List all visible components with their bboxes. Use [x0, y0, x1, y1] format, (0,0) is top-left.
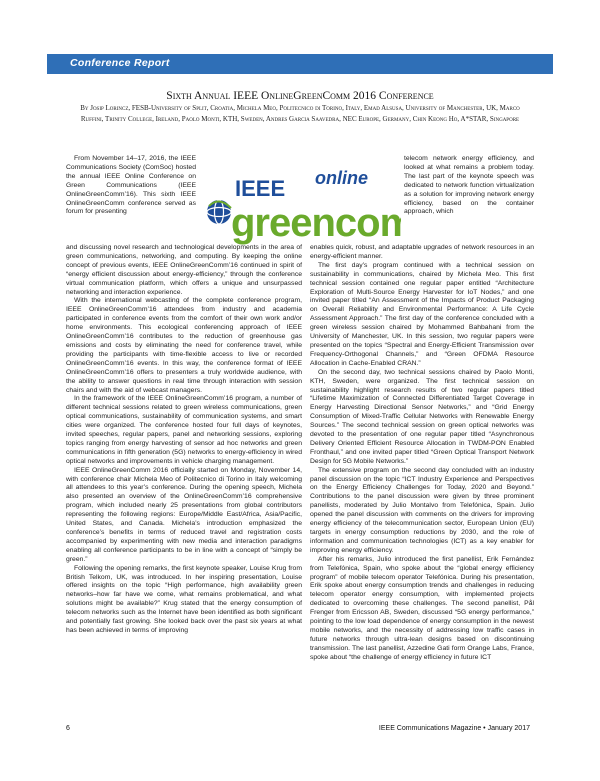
paragraph: After his remarks, Julio introduced the first panellist, Erik Fernández from Telefónica, Spain, who spoke about the “global energy efficiency program” of mobile telecom operator Telefónica. During his presentation, Erik spoke about energy consumption trends and challenges in reducing telecom operator energy consumption, with implemented projects dedicated to overcoming these challenges. The second panellist, Pål Frenger from Ericsson AB, Sweden, discussed “5G energy performance,” pointing to the low load dependence of energy consumption in the newest mobile networks, and the necessity of addressing low traffic cases in future networks through ultra-lean designs based on discontinuing transmission. The last panellist, Azzedine Gati form Orange Labs, France, spoke about “the challenge of energy efficiency in future ICT: [310, 555, 534, 661]
paragraph: The first day’s program continued with a technical session on sustainability in communications, chaired by Michela Meo. This first technical session contained one regular paper entitled “Architecture Exploration of Multi-Source Energy Harvester for IoT Nodes,” and one invited paper titled “An Assessment of the Impacts of Product Packaging on Overall Reliability and Environmental Performance: A Life Cycle Assessment Approach.” The first day of the conference concluded with a green wireless session chaired by Mohammed Bahbahani from the University of Manchester, UK. In this session, two regular papers were presented on the topics “Spectral and Energy-Efficient Transmission over Frequency-Orthogonal Channels,” and “Green OFDMA Resource Allocation in Cache-Enabled CRAN.”: [310, 261, 534, 367]
left-column-top: [66, 155, 196, 217]
logo-greencomm: greencom: [231, 201, 401, 245]
paragraph: From November 14–17, 2016, the IEEE Communications Society (ComSoc) hosted the annual IEEE Online Conference on Green Communications (IEEE OnlineGreenComm’16). This sixth IEEE OnlineGreenComm conference served as forum for presenting: [66, 155, 196, 216]
paragraph: In the framework of the IEEE OnlineGreenComm’16 program, a number of different technical sessions related to green wireless communications, green optical communications, sustainability of communication systems, and smart cities were organized. The conference hosted four full days of keynotes, invited speeches, regular papers, panel and networking sessions, exploring topics ranging from energy harvesting of sensor ad hoc networks and green communications in fifth generation (5G) networks to energy-efficiency in wired optical networks and improvements in vehicle charging management.: [66, 395, 302, 465]
journal-footer: IEEE Communications Magazine • January 2017: [378, 725, 530, 732]
right-column: [310, 244, 534, 663]
greencomm-logo-graphic: [205, 158, 401, 250]
page-number: 6: [66, 725, 70, 732]
globe-icon: [207, 200, 231, 224]
left-column: [66, 244, 302, 636]
author-list: By Josip Lorincz, FESB-University of Split, Croatia, Michela Meo, Politecnico di Torino, Italy, Emad Alsusa, University of Manchester, UK, Marco Ruffini, Trinity College, Ireland, Paolo Monti, KTH, Sweden, Andres Garcia Saavedra, NEC Europe, Germany, Chin Keong Ho, A*STAR, Singapore: [80, 104, 520, 123]
right-column-top: [404, 155, 534, 217]
article-title: Sixth Annual IEEE OnlineGreenComm 2016 Conference: [166, 90, 434, 102]
paragraph: With the international webcasting of the complete conference program, IEEE OnlineGreenComm’16 attendees from industry and academia participated in conference events from the comfort of their own work and/or home environments. This ecological conferencing approach of IEEE OnlineGreenComm’16 contributes to the reduction of greenhouse gas emissions and costs by eliminating the need for conference travel, while providing the participants with time-flexible access to live or recorded OnlineGreenComm’16 events. In this way, the conference format of IEEE OnlineGreenComm’16 offers to presenters a truly worldwide audience, with the ability to answer questions in real time through interaction with session chairs and with the aid of webcast managers.: [66, 297, 302, 394]
paragraph: The extensive program on the second day concluded with an industry panel discussion on the topic “ICT Industry Experience and Perspectives on the Energy Efficiency Challenges for Today, 2020 and Beyond.” Contributions to the panel discussion were given by three prominent panellists, moderated by Julio Montalvo from Telefónica, Spain. Julio opened the panel discussion with comments on the drivers for improving energy efficiency of the telecommunication sector, European Union (EU) targets in energy consumption reductions by 2030, and the role of information and communication technologies (ICT) as a key enabler for improving energy efficiency.: [310, 466, 534, 554]
logo-ieee: IEEE: [235, 176, 286, 201]
paragraph: Following the opening remarks, the first keynote speaker, Louise Krug from British Telkom, UK, was introduced. In her inspiring presentation, Louise offered insights on the topic “High performance, high availability green networks–how far have we come, what remains problematical, and what solutions might be available?” Krug stated that the energy consumption of telecom networks such as the Internet have been identified as both significant and potentially fast growing. She looked back over the past six years at what has been achieved in terms of improving: [66, 564, 302, 634]
paragraph: and discussing novel research and technological developments in the area of green communications, networking, and computing. By keeping the online concept of previous events, IEEE OnlineGreenComm’16 continued in spirit of “energy efficient discussion about energy-efficiency,” through the conference virtual communication platform, which offers a unique and unsurpassed networking and interaction experience.: [66, 244, 302, 296]
section-label: Conference Report: [70, 57, 170, 69]
logo-online: online: [315, 168, 368, 188]
paragraph: IEEE OnlineGreenComm 2016 officially started on Monday, November 14, with conference chair Michela Meo of Politecnico di Torino in Italy welcoming all attendees to this year’s conference. During the opening speech, Michela also presented an overview of the OnlineGreenComm’16 comprehensive program, which included nearly 25 presentations from global contributors representing the following regions: Europe/Middle East/Africa, Asia/Pacific, United States, and Canada. Michela’s introduction emphasized the conference’s benefits in terms of reduced travel and registration costs accompanied by experimenting with new media and interaction paradigms enabling all conference participants to be in line with a concept of “simply be green.”: [66, 466, 302, 563]
paragraph: enables quick, robust, and adaptable upgrades of network resources in an energy-efficient manner.: [310, 244, 534, 260]
paragraph: On the second day, two technical sessions chaired by Paolo Monti, KTH, Sweden, were organized. The first technical session on sustainability highlight research results of two regular papers titled “Lifetime Maximization of Connected Differentiated Target Coverage in Energy Harvesting Directional Sensor Networks,” and “Grid Energy Consumption of Mixed-Traffic Cellular Networks with Renewable Energy Sources.” The second technical session on green optical networks was devoted to the presentation of one regular paper titled “Asynchronous Delivery Oriented Efficient Resource Allocation in TWDM-PON Enabled Fronthaul,” and one invited paper titled “Green Optical Transport Network Design for 5G Mobile Networks.”: [310, 368, 534, 465]
greencomm-logo: [205, 158, 401, 250]
paragraph: telecom network energy efficiency, and looked at what remains a problem today. The last part of the keynote speech was dedicated to network function virtualization as a solution for improving network energy efficiency, based on the container approach, which: [404, 155, 534, 216]
